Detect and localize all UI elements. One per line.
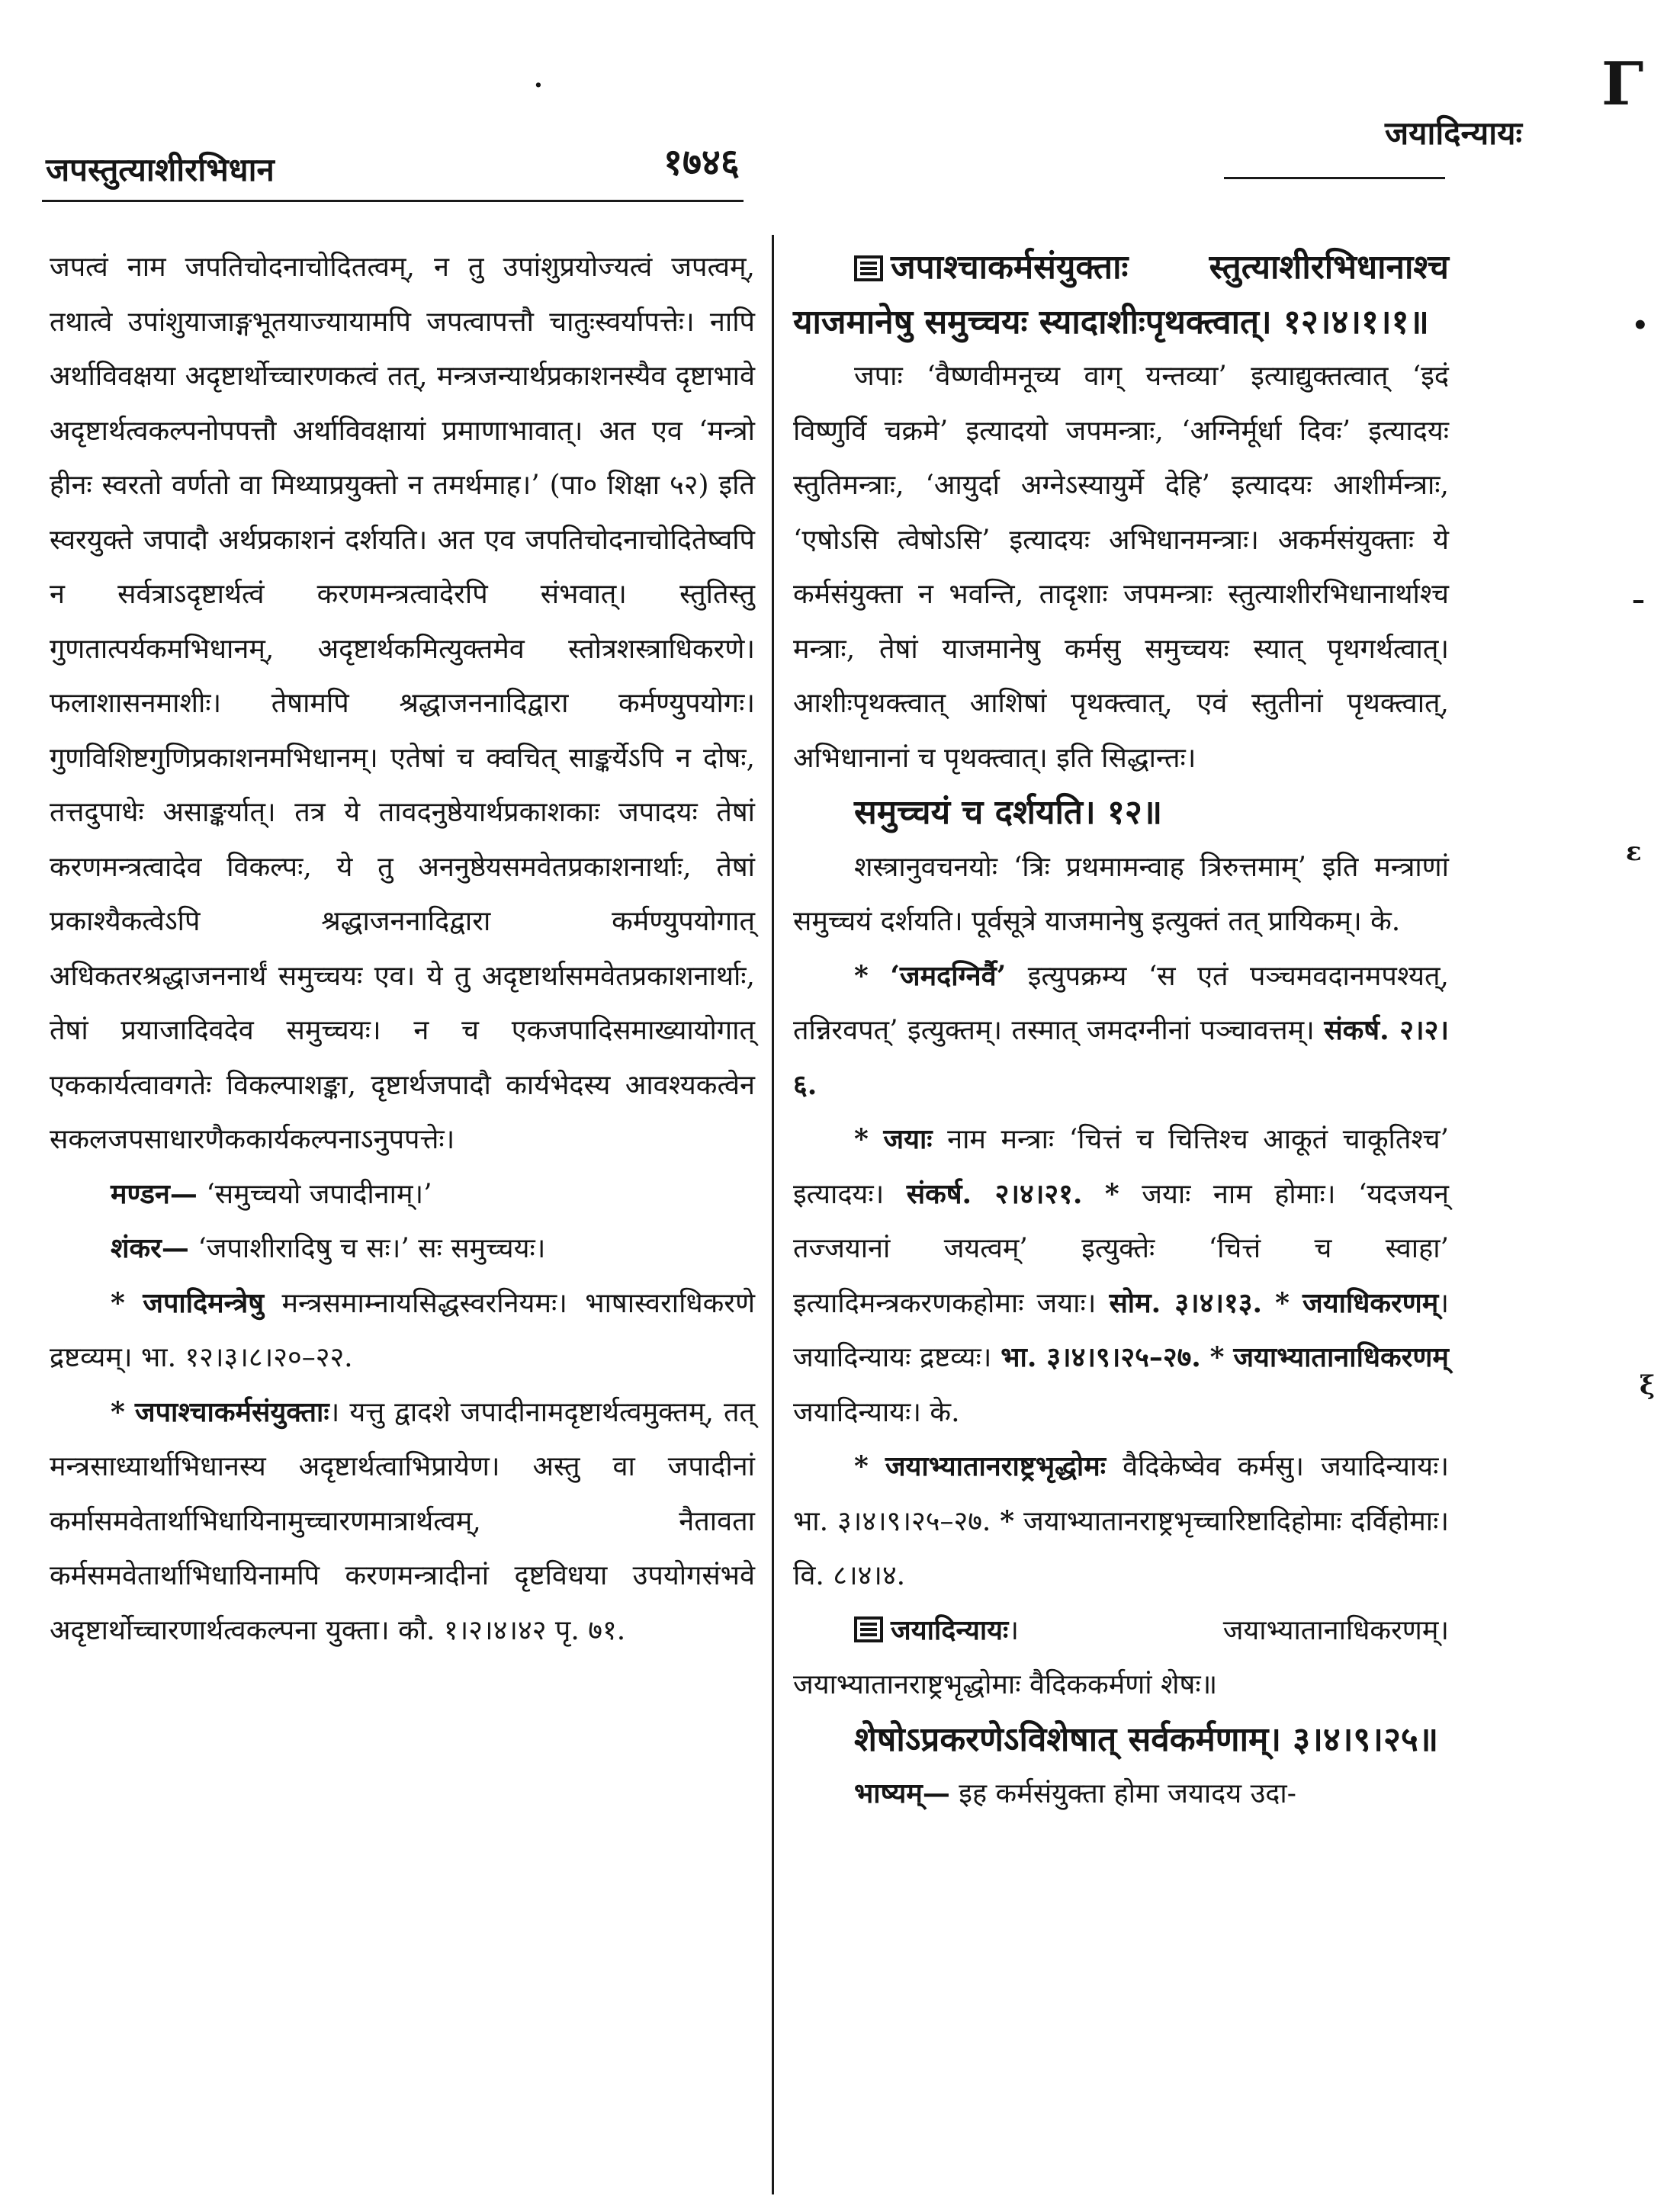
- sutra-12: समुच्चयं च दर्शयति। १२॥: [854, 793, 1163, 832]
- left-paragraph-1: जपत्वं नाम जपतिचोदनाचोदितत्वम्, न तु उपांशुप्रयोज्यत्वं जपत्वम्, तथात्वे उपांशुयाजाङ्गभूतयाज्यायामपि जपत्वापत्तौ चातुःस्वर्यापत्तेः। नापि अर्थाविवक्षया अदृष्टार्थोच्चारणकत्वं तत्, मन्त्रजन्यार्थप्रकाशनस्यैव दृष्टाभावे अदृष्टार्थत्वकल्पनोपपत्तौ अर्थाविवक्षायां प्रमाणाभावात्। अत एव ‘मन्त्रो हीनः स्वरतो वर्णतो वा मिथ्याप्रयुक्तो न तमर्थमाह।’ (पा० शिक्षा ५२) इति स्वरयुक्ते जपादौ अर्थप्रकाशनं दर्शयति। अत एव जपतिचोदनाचोदितेष्वपि न सर्वत्राऽदृष्टार्थत्वं करणमन्त्रत्वादेरपि संभवात्। स्तुतिस्तु गुणतात्पर्यकमभिधानम्, अदृष्टार्थकमित्युक्तमेव स्तोत्रशस्त्राधिकरणे। फलाशासनमाशीः। तेषामपि श्रद्धाजननादिद्वारा कर्मण्युपयोगः। गुणविशिष्टगुणिप्रकाशनमभिधानम्। एतेषां च क्वचित् साङ्कर्येऽपि न दोषः, तत्तदुपाधेः असाङ्कर्यात्। तत्र ये तावदनुष्ठेयार्थप्रकाशकाः जपादयः तेषां करणमन्त्रत्वादेव विकल्पः, ये तु अननुष्ठेयसमवेतप्रकाशनार्थाः, तेषां प्रकाश्यैकत्वेऽपि श्रद्धाजननादिद्वारा कर्मण्युपयोगात् अधिकतरश्रद्धाजननार्थं समुच्चयः एव। ये तु अदृष्टार्थासमवेतप्रकाशनार्थाः, तेषां प्रयाजादिवदेव समुच्चयः। न च एकजपादिसमाख्यायोगात् एककार्यत्वावगतेः विकल्पाशङ्का, दृष्टार्थजपादौ कार्यभेदस्य आवश्यकत्वेन सकलजपसाधारणैककार्यकल्पनाऽनुपपत्तेः।: [50, 252, 755, 1155]
- entry-heading: जयाः: [883, 1123, 933, 1155]
- entry-heading: जपाश्चाकर्मसंयुक्ताः: [134, 1395, 329, 1428]
- entry-body: नाम मन्त्राः ‘चित्तं च चित्तिश्च आकूतं चाकूतिश्च’ इत्यादयः।: [793, 1124, 1449, 1210]
- right-column: [793, 240, 1449, 1822]
- asterisk-mark: *: [111, 1395, 125, 1428]
- entry-heading: जयाधिकरणम्: [1302, 1286, 1439, 1319]
- right-paragraph-2: शस्त्रानुवचनयोः ‘त्रिः प्रथमामन्वाह त्रिरुत्तमाम्’ इति मन्त्राणां समुच्चयं दर्शयति। पूर्वसूत्रे याजमानेषु इत्युक्तं तत् प्रायिकम्। के.: [793, 851, 1449, 937]
- bhashya-text: इह कर्मसंयुक्ता होमा जयादय उदा-: [959, 1778, 1296, 1809]
- running-header-left: जपस्तुत्याशीरभिधान: [46, 151, 275, 188]
- asterisk-mark: *: [1275, 1286, 1290, 1319]
- entry-jayah: [793, 1112, 1449, 1440]
- bhashya-label: भाष्यम्—: [854, 1777, 950, 1809]
- entry-heading: जयादिन्यायः: [891, 1613, 1009, 1646]
- entry-reference: सोम. ३।४।१३.: [1109, 1286, 1263, 1319]
- asterisk-mark: *: [854, 1450, 869, 1482]
- entry-japadi-mantreshu: [50, 1276, 755, 1385]
- entry-body: इत्युपक्रम्य ‘स एतं पञ्चमवदानमपश्यत्, तन्निरवपत्’ इत्युक्तम्। तस्मात् जमदग्नीनां पञ्चावत्तम्।: [793, 960, 1449, 1046]
- entry-jayadinyaya: [793, 1604, 1449, 1713]
- shankara-label: शंकर—: [111, 1232, 189, 1264]
- entry-reference: संकर्ष. २।२।६.: [793, 1014, 1449, 1101]
- margin-speck: ·: [534, 70, 543, 101]
- header-rule-right: [1224, 177, 1445, 179]
- entry-body: । जयादिन्यायः द्रष्टव्यः।: [793, 1287, 1449, 1373]
- asterisk-mark: *: [854, 959, 869, 992]
- asterisk-mark: *: [854, 1123, 869, 1155]
- entry-body: । यत्तु द्वादशे जपादीनामदृष्टार्थत्वमुक्तम्, तत् मन्त्रसाध्यार्थाभिधानस्य अदृष्टार्थत्वाभिप्रायेण। अस्तु वा जपादीनां कर्मासमवेतार्थाभिधायिनामुच्चारणमात्रार्थत्वम्, नैतावता कर्मसमवेतार्थाभिधायिनामपि करणमन्त्रादीनां दृष्टविधया उपयोगसंभवे अदृष्टार्थोच्चारणार्थत्वकल्पना युक्ता। कौ. १।२।४।४२ पृ. ७१.: [50, 1396, 755, 1646]
- asterisk-mark: *: [1104, 1177, 1119, 1210]
- sutra-emblem-icon: [854, 255, 883, 281]
- margin-speck: –: [1632, 585, 1645, 615]
- entry-heading: जयाभ्यातानाधिकरणम्: [1233, 1341, 1449, 1373]
- entry-body: वैदिकेष्वेव कर्मसु। जयादिन्यायः। भा. ३।४।९।२५–२७.: [793, 1451, 1450, 1537]
- entry-reference: भा. ३।४।९।२५–२७.: [1001, 1341, 1201, 1373]
- corner-mark: Γ: [1601, 50, 1644, 119]
- entry-body: जयादिन्यायः। के.: [793, 1396, 960, 1428]
- sutra-emblem-icon: [854, 1616, 883, 1642]
- entry-body: मन्त्रसमाम्नायसिद्धस्वरनियमः। भाषास्वराधिकरणे द्रष्टव्यम्। भा. १२।३।८।२०–२२.: [50, 1287, 755, 1373]
- entry-reference: संकर्ष. २।४।२१.: [906, 1177, 1083, 1210]
- mandana-label: मण्डन—: [111, 1177, 198, 1210]
- column-divider: [772, 235, 774, 2194]
- margin-speck: •: [1632, 310, 1649, 341]
- entry-body: जयाः नाम होमाः। ‘यदजयन् तज्जयानां जयत्वम्’ इत्युक्तेः ‘चित्तं च स्वाहा’ इत्यादिमन्त्रकरणकहोमाः जयाः।: [793, 1178, 1449, 1319]
- entry-body: जयाभ्यातानराष्ट्रभृच्चारिष्टादिहोमाः दर्विहोमाः। वि. ८।४।४.: [793, 1505, 1449, 1591]
- shankara-text: ‘जपाशीरादिषु च सः।’ सः समुच्चयः।: [198, 1233, 546, 1264]
- running-header-right: जयादिन्यायः: [1384, 114, 1522, 152]
- asterisk-mark: *: [1209, 1341, 1225, 1373]
- page-number: १७४६: [663, 141, 740, 184]
- entry-heading: जयाभ्यातानराष्ट्रभृद्धोमः: [885, 1450, 1107, 1482]
- entry-heading: ‘जमदग्निर्वै’: [890, 959, 1007, 992]
- entry-japashcha: [50, 1385, 755, 1658]
- mandana-text: ‘समुच्चयो जपादीनाम्।’: [206, 1178, 432, 1210]
- entry-body: । जयाभ्यातानाधिकरणम्। जयाभ्यातानराष्ट्रभृद्धोमाः वैदिककर्मणां शेषः॥: [793, 1614, 1449, 1700]
- sutra-text: जपाश्चाकर्मसंयुक्ताः स्तुत्याशीरभिधानाश्च याजमानेषु समुच्चयः स्यादाशीःपृथक्त्वात्। १२।४।१।१॥: [793, 248, 1449, 342]
- entry-jayabhyatana: [793, 1440, 1449, 1604]
- asterisk-mark: *: [111, 1286, 125, 1319]
- entry-heading: जपादिमन्त्रेषु: [143, 1286, 265, 1319]
- header-rule-left: [42, 200, 744, 202]
- shankara-quote: [50, 1222, 755, 1276]
- mandana-quote: [50, 1167, 755, 1222]
- sutra-12-4-1-1: [793, 240, 1449, 349]
- entry-jamadagni: [793, 949, 1449, 1113]
- right-paragraph-1: जपाः ‘वैष्णवीमनूच्य वाग् यन्तव्या’ इत्याद्युक्तत्वात् ‘इदं विष्णुर्वि चक्रमे’ इत्यादयो जपमन्त्राः, ‘अग्निर्मूर्धा दिवः’ इत्यादयः स्तुतिमन्त्राः, ‘आयुर्दा अग्नेऽस्यायुर्मे देहि’ इत्यादयः आशीर्मन्त्राः, ‘एषोऽसि त्वेषोऽसि’ इत्यादयः अभिधानमन्त्राः। अकर्मसंयुक्ताः ये कर्मसंयुक्ता न भवन्ति, तादृशाः जपमन्त्राः स्तुत्याशीरभिधानार्थाश्च मन्त्राः, तेषां याजमानेषु कर्मसु समुच्चयः स्यात् पृथगर्थत्वात्। आशीःपृथक्त्वात् आशिषां पृथक्त्वात्, एवं स्तुतीनां पृथक्त्वात्, अभिधानानां च पृथक्त्वात्। इति सिद्धान्तः।: [793, 361, 1449, 774]
- bhashya: [793, 1767, 1449, 1822]
- sutra-3-4-9-25: शेषोऽप्रकरणेऽविशेषात् सर्वकर्मणाम्। ३।४।९।२५॥: [854, 1719, 1439, 1759]
- margin-speck: ε: [1626, 836, 1642, 867]
- left-column: [50, 240, 755, 1658]
- asterisk-mark: *: [1000, 1504, 1015, 1537]
- margin-speck: ξ: [1640, 1370, 1656, 1401]
